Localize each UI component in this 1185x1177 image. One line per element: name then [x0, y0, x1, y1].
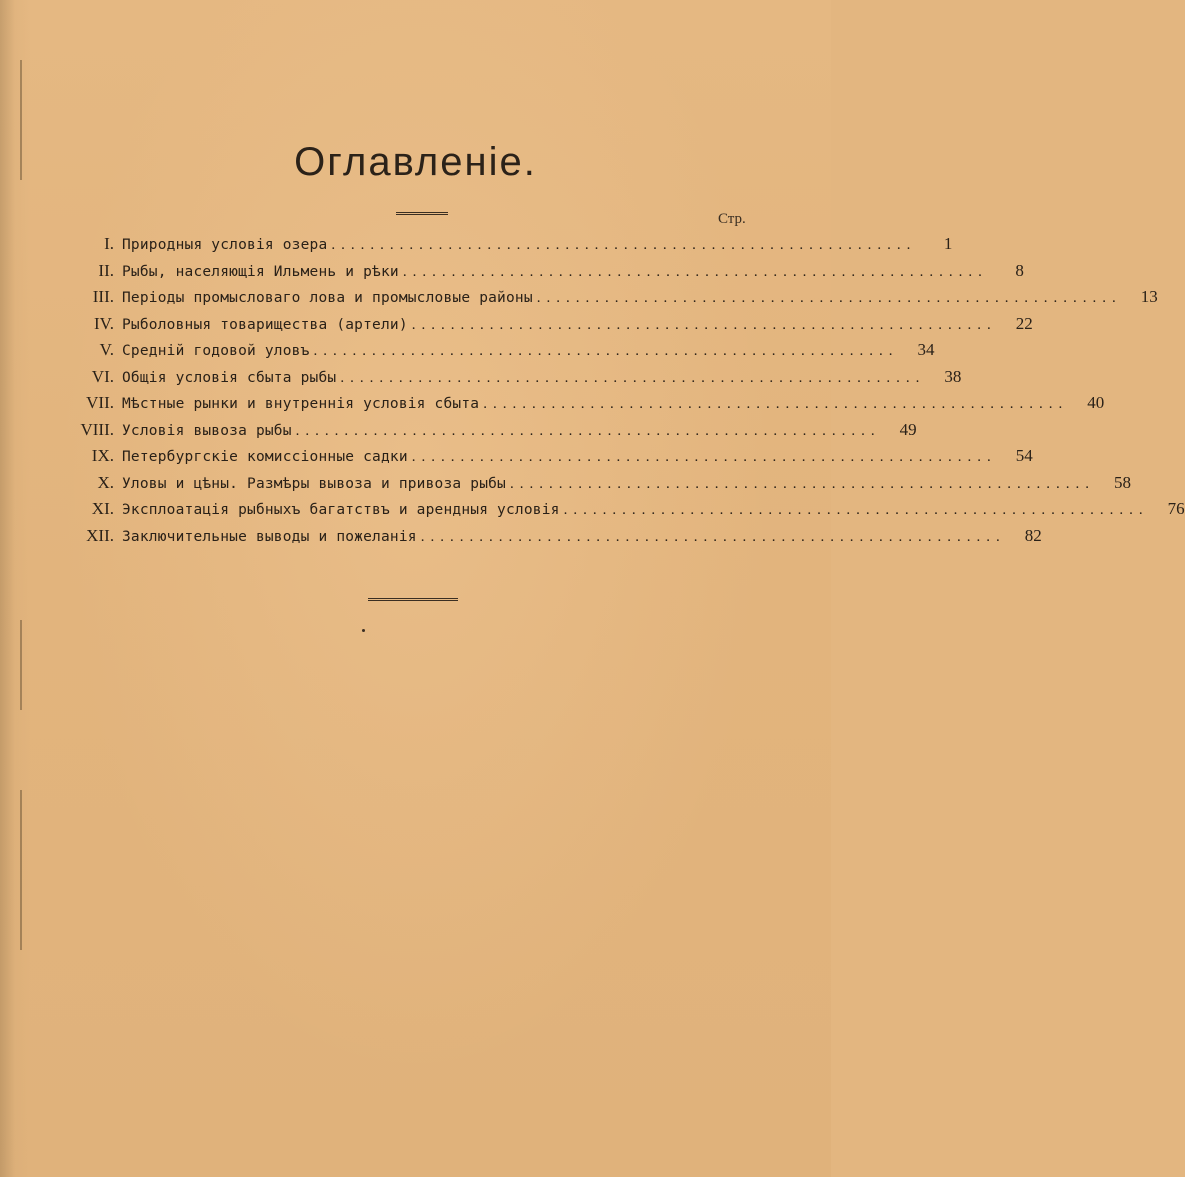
toc-entry-page: 49	[899, 419, 917, 439]
toc-entry-number: XI.	[91, 499, 114, 518]
toc-entry-title: Условiя вывоза рыбы	[122, 422, 292, 439]
toc-entry	[60, 287, 1158, 314]
toc-entry-page: 76	[1167, 499, 1185, 518]
toc-entry	[60, 313, 1033, 341]
toc-entry-number: VIII.	[80, 419, 114, 439]
toc-entry	[60, 393, 1105, 420]
toc-entry	[60, 446, 1033, 473]
toc-leader-dots: ............................................................	[420, 528, 1006, 545]
toc-entry	[60, 366, 962, 394]
toc-entry-title: Эксплоатацiя рыбныхъ багатствъ и арендныя условiя	[122, 502, 560, 518]
toc-entry	[60, 234, 953, 261]
toc-leader-dots: ............................................................	[340, 369, 926, 386]
toc-entry-page: 38	[944, 366, 962, 386]
toc-entry-title: Мѣстные рынки и внутреннiя условiя сбыта	[122, 396, 480, 412]
toc-leader-dots: ............................................................	[295, 422, 881, 439]
toc-entry-number: X.	[97, 472, 114, 492]
toc-entry-page: 58	[1113, 472, 1131, 492]
page-edge-mark	[20, 620, 22, 710]
toc-entry-page: 54	[1015, 446, 1033, 465]
toc-entry-page: 82	[1024, 525, 1042, 545]
toc-entry-page: 40	[1087, 393, 1105, 412]
toc-entry-title: Рыбы, населяющiя Ильмень и рѣки	[122, 263, 399, 280]
toc-leader-dots: ............................................................	[411, 449, 997, 465]
toc-entry-page: 34	[917, 340, 935, 359]
page-column-label: Стр.	[718, 211, 746, 227]
toc-entry-title: Уловы и цѣны. Размѣры вывоза и привоза рыбы	[122, 475, 506, 492]
toc-entry-number: V.	[99, 340, 114, 359]
page-edge-mark	[20, 790, 22, 950]
table-of-contents	[60, 234, 1185, 552]
title-ornament	[396, 211, 448, 217]
toc-entry-title: Общiя условiя сбыта рыбы	[122, 369, 337, 386]
toc-entry	[60, 499, 1185, 526]
page-title: Оглавленiе.	[294, 140, 537, 184]
toc-entry-number: IV.	[94, 313, 114, 333]
toc-entry	[60, 340, 935, 367]
toc-leader-dots: ............................................................	[411, 316, 997, 333]
toc-leader-dots: ............................................................	[483, 396, 1069, 412]
toc-entry-number: II.	[98, 260, 114, 280]
toc-leader-dots: ............................................................	[402, 263, 988, 280]
toc-leader-dots: ............................................................	[509, 475, 1095, 492]
toc-entry-number: VI.	[91, 366, 114, 386]
toc-entry	[60, 525, 1042, 553]
toc-entry	[60, 419, 917, 447]
toc-entry-page: 1	[943, 234, 953, 253]
toc-entry-number: III.	[92, 287, 114, 306]
paper-speck	[362, 629, 365, 632]
toc-entry-title: Среднiй годовой уловъ	[122, 343, 310, 359]
toc-entry-number: I.	[104, 234, 114, 253]
toc-entry-number: IX.	[91, 446, 114, 465]
toc-entry-number: VII.	[86, 393, 114, 412]
toc-leader-dots: ............................................................	[331, 237, 917, 253]
toc-entry-page: 8	[1015, 260, 1024, 280]
toc-leader-dots: ............................................................	[536, 290, 1122, 306]
toc-leader-dots: ............................................................	[313, 343, 899, 359]
toc-entry-title: Петербургскiе комиссiонные садки	[122, 449, 408, 465]
toc-entry-title: Рыболовныя товарищества (артели)	[122, 316, 408, 333]
toc-entry	[60, 472, 1131, 500]
toc-entry-title: Перiоды промысловаго лова и промысловые районы	[122, 290, 533, 306]
toc-entry	[60, 260, 1024, 288]
toc-entry-title: Природныя условiя озера	[122, 237, 328, 253]
toc-entry-number: XII.	[86, 525, 114, 545]
toc-entry-title: Заключительные выводы и пожеланiя	[122, 528, 417, 545]
toc-leader-dots: ............................................................	[563, 502, 1149, 518]
end-ornament	[368, 597, 458, 603]
toc-entry-page: 13	[1140, 287, 1158, 306]
toc-entry-page: 22	[1015, 313, 1033, 333]
